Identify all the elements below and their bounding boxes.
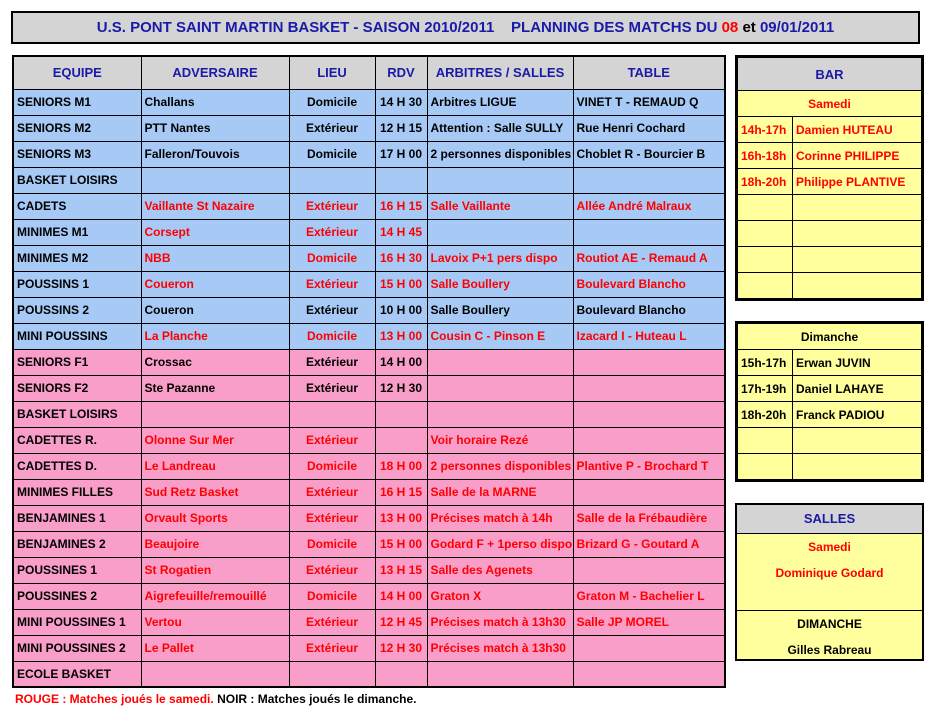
cell-arbitres: Précises match à 13h30 xyxy=(427,635,573,661)
cell-equipe: ECOLE BASKET xyxy=(13,661,141,687)
cell-lieu: Domicile xyxy=(289,583,375,609)
cell-lieu xyxy=(289,661,375,687)
bar-slot-name xyxy=(793,221,922,247)
table-row xyxy=(13,245,725,271)
cell-arbitres xyxy=(427,661,573,687)
table-row xyxy=(13,219,725,245)
cell-table: Allée André Malraux xyxy=(573,193,725,219)
cell-lieu: Extérieur xyxy=(289,297,375,323)
cell-arbitres: Salle de la MARNE xyxy=(427,479,573,505)
legend xyxy=(15,692,416,706)
cell-adversaire: Aigrefeuille/remouillé xyxy=(141,583,289,609)
bar-samedi-slot xyxy=(738,247,922,273)
table-row xyxy=(13,609,725,635)
cell-arbitres: Attention : Salle SULLY xyxy=(427,115,573,141)
cell-table xyxy=(573,557,725,583)
cell-adversaire xyxy=(141,401,289,427)
schedule-body xyxy=(13,89,725,687)
table-row xyxy=(13,531,725,557)
cell-table xyxy=(573,479,725,505)
cell-adversaire: La Planche xyxy=(141,323,289,349)
bar-slot-name: Corinne PHILIPPE xyxy=(793,143,922,169)
cell-table: Plantive P - Brochard T xyxy=(573,453,725,479)
cell-adversaire xyxy=(141,661,289,687)
cell-equipe: BASKET LOISIRS xyxy=(13,167,141,193)
cell-equipe: SENIORS M2 xyxy=(13,115,141,141)
salles-samedi-name: Dominique Godard xyxy=(775,566,884,580)
table-row xyxy=(13,141,725,167)
table-row xyxy=(13,453,725,479)
cell-table xyxy=(573,401,725,427)
cell-rdv: 17 H 00 xyxy=(375,141,427,167)
bar-header: BAR xyxy=(738,58,922,91)
legend-black: NOIR : Matches joués le dimanche. xyxy=(213,692,417,706)
cell-arbitres: Précises match à 14h xyxy=(427,505,573,531)
bar-slot-time: 17h-19h xyxy=(738,376,793,402)
cell-equipe: POUSSINS 1 xyxy=(13,271,141,297)
cell-arbitres: Salle Boullery xyxy=(427,271,573,297)
table-row xyxy=(13,401,725,427)
bar-slot-time: 18h-20h xyxy=(738,169,793,195)
cell-lieu: Domicile xyxy=(289,531,375,557)
cell-table: Salle de la Frébaudière xyxy=(573,505,725,531)
cell-lieu: Extérieur xyxy=(289,427,375,453)
bar-samedi-slot xyxy=(738,117,922,143)
table-row xyxy=(13,505,725,531)
cell-rdv: 16 H 15 xyxy=(375,193,427,219)
cell-lieu: Domicile xyxy=(289,323,375,349)
cell-adversaire: Falleron/Touvois xyxy=(141,141,289,167)
table-row xyxy=(13,271,725,297)
table-row xyxy=(13,167,725,193)
cell-equipe: MINIMES FILLES xyxy=(13,479,141,505)
cell-adversaire: Le Landreau xyxy=(141,453,289,479)
page-title xyxy=(11,11,920,44)
cell-adversaire: St Rogatien xyxy=(141,557,289,583)
header-rdv: RDV xyxy=(375,56,427,89)
bar-slot-name: Philippe PLANTIVE xyxy=(793,169,922,195)
cell-rdv xyxy=(375,167,427,193)
table-row xyxy=(13,349,725,375)
cell-rdv: 12 H 30 xyxy=(375,635,427,661)
cell-lieu: Extérieur xyxy=(289,635,375,661)
table-row xyxy=(13,661,725,687)
cell-lieu: Extérieur xyxy=(289,193,375,219)
cell-equipe: BENJAMINES 1 xyxy=(13,505,141,531)
cell-rdv: 14 H 00 xyxy=(375,583,427,609)
table-header-row xyxy=(13,56,725,89)
cell-adversaire: Coueron xyxy=(141,271,289,297)
cell-lieu: Extérieur xyxy=(289,505,375,531)
cell-arbitres: Cousin C - Pinson E xyxy=(427,323,573,349)
cell-rdv: 15 H 00 xyxy=(375,271,427,297)
cell-rdv: 16 H 15 xyxy=(375,479,427,505)
cell-rdv: 14 H 30 xyxy=(375,89,427,115)
bar-slot-time: 14h-17h xyxy=(738,117,793,143)
bar-samedi-panel xyxy=(735,55,924,301)
salles-dimanche-label: DIMANCHE xyxy=(797,617,862,631)
cell-arbitres: Graton X xyxy=(427,583,573,609)
cell-table xyxy=(573,661,725,687)
salles-panel xyxy=(735,503,924,661)
salles-header: SALLES xyxy=(737,505,922,534)
table-row xyxy=(13,115,725,141)
cell-table xyxy=(573,167,725,193)
cell-arbitres: Voir horaire Rezé xyxy=(427,427,573,453)
cell-equipe: SENIORS M3 xyxy=(13,141,141,167)
cell-adversaire: Le Pallet xyxy=(141,635,289,661)
cell-lieu xyxy=(289,401,375,427)
cell-rdv: 15 H 00 xyxy=(375,531,427,557)
cell-equipe: CADETTES D. xyxy=(13,453,141,479)
cell-lieu: Domicile xyxy=(289,245,375,271)
cell-adversaire: Vaillante St Nazaire xyxy=(141,193,289,219)
bar-slot-time xyxy=(738,428,793,454)
cell-rdv xyxy=(375,401,427,427)
title-day-red: 08 xyxy=(721,19,739,36)
cell-equipe: MINI POUSSINES 2 xyxy=(13,635,141,661)
salles-samedi-label: Samedi xyxy=(808,540,851,554)
cell-table xyxy=(573,427,725,453)
cell-lieu: Domicile xyxy=(289,453,375,479)
bar-slot-name: Daniel LAHAYE xyxy=(793,376,922,402)
cell-arbitres xyxy=(427,167,573,193)
header-equipe: EQUIPE xyxy=(13,56,141,89)
cell-table: Salle JP MOREL xyxy=(573,609,725,635)
cell-equipe: SENIORS M1 xyxy=(13,89,141,115)
cell-arbitres: Arbitres LIGUE xyxy=(427,89,573,115)
cell-equipe: MINI POUSSINS xyxy=(13,323,141,349)
cell-adversaire: Olonne Sur Mer xyxy=(141,427,289,453)
header-arbitres-salles: ARBITRES / SALLES xyxy=(427,56,573,89)
cell-rdv xyxy=(375,427,427,453)
cell-lieu: Domicile xyxy=(289,89,375,115)
cell-lieu: Extérieur xyxy=(289,271,375,297)
cell-equipe: SENIORS F2 xyxy=(13,375,141,401)
cell-equipe: POUSSINS 2 xyxy=(13,297,141,323)
cell-lieu xyxy=(289,167,375,193)
bar-samedi-slot xyxy=(738,221,922,247)
cell-adversaire: Ste Pazanne xyxy=(141,375,289,401)
bar-slot-name: Damien HUTEAU xyxy=(793,117,922,143)
bar-slot-time: 15h-17h xyxy=(738,350,793,376)
salles-dimanche-name: Gilles Rabreau xyxy=(787,643,872,657)
bar-dimanche-panel xyxy=(735,321,924,482)
cell-equipe: CADETS xyxy=(13,193,141,219)
cell-equipe: SENIORS F1 xyxy=(13,349,141,375)
cell-adversaire: Crossac xyxy=(141,349,289,375)
bar-slot-name: Erwan JUVIN xyxy=(793,350,922,376)
cell-rdv: 13 H 00 xyxy=(375,505,427,531)
salles-samedi-block xyxy=(737,534,922,611)
bar-slot-time: 18h-20h xyxy=(738,402,793,428)
bar-samedi-slot xyxy=(738,273,922,299)
bar-slot-time xyxy=(738,247,793,273)
cell-adversaire: NBB xyxy=(141,245,289,271)
cell-arbitres xyxy=(427,375,573,401)
header-table: TABLE xyxy=(573,56,725,89)
bar-slot-name: Franck PADIOU xyxy=(793,402,922,428)
cell-rdv: 12 H 45 xyxy=(375,609,427,635)
cell-rdv: 12 H 15 xyxy=(375,115,427,141)
bar-slot-name xyxy=(793,273,922,299)
legend-red: ROUGE : Matches joués le samedi. xyxy=(15,692,214,706)
bar-samedi-label: Samedi xyxy=(738,91,922,117)
cell-lieu: Extérieur xyxy=(289,219,375,245)
cell-rdv: 14 H 45 xyxy=(375,219,427,245)
cell-rdv: 13 H 15 xyxy=(375,557,427,583)
cell-arbitres: Lavoix P+1 pers dispo xyxy=(427,245,573,271)
cell-table: Rue Henri Cochard xyxy=(573,115,725,141)
table-row xyxy=(13,557,725,583)
header-lieu: LIEU xyxy=(289,56,375,89)
cell-adversaire xyxy=(141,167,289,193)
cell-table xyxy=(573,349,725,375)
header-adversaire: ADVERSAIRE xyxy=(141,56,289,89)
bar-slot-time xyxy=(738,195,793,221)
bar-slot-name xyxy=(793,195,922,221)
cell-table xyxy=(573,219,725,245)
bar-samedi-slot xyxy=(738,143,922,169)
cell-equipe: BASKET LOISIRS xyxy=(13,401,141,427)
cell-table: Boulevard Blancho xyxy=(573,271,725,297)
bar-slot-name xyxy=(793,454,922,480)
cell-lieu: Extérieur xyxy=(289,115,375,141)
salles-dimanche-block xyxy=(737,611,922,663)
cell-rdv: 13 H 00 xyxy=(375,323,427,349)
cell-table: Izacard I - Huteau L xyxy=(573,323,725,349)
cell-arbitres: Salle des Agenets xyxy=(427,557,573,583)
cell-table: Choblet R - Bourcier B xyxy=(573,141,725,167)
bar-dimanche-label: Dimanche xyxy=(738,324,922,350)
cell-arbitres: Godard F + 1perso dispo xyxy=(427,531,573,557)
cell-arbitres xyxy=(427,401,573,427)
table-row xyxy=(13,323,725,349)
bar-samedi-slot xyxy=(738,195,922,221)
cell-arbitres: Salle Boullery xyxy=(427,297,573,323)
cell-equipe: MINI POUSSINES 1 xyxy=(13,609,141,635)
cell-rdv: 18 H 00 xyxy=(375,453,427,479)
cell-equipe: MINIMES M2 xyxy=(13,245,141,271)
cell-adversaire: Beaujoire xyxy=(141,531,289,557)
cell-arbitres: 2 personnes disponibles xyxy=(427,141,573,167)
cell-adversaire: Vertou xyxy=(141,609,289,635)
table-row xyxy=(13,635,725,661)
bar-dimanche-slot xyxy=(738,402,922,428)
cell-adversaire: Corsept xyxy=(141,219,289,245)
bar-slot-time xyxy=(738,221,793,247)
cell-lieu: Extérieur xyxy=(289,479,375,505)
table-row xyxy=(13,193,725,219)
table-row xyxy=(13,89,725,115)
title-prefix: U.S. PONT SAINT MARTIN BASKET - SAISON 2010/2011 PLANNING DES MATCHS DU xyxy=(96,19,722,36)
cell-lieu: Extérieur xyxy=(289,375,375,401)
bar-samedi-slot xyxy=(738,169,922,195)
cell-arbitres xyxy=(427,219,573,245)
cell-arbitres: 2 personnes disponibles xyxy=(427,453,573,479)
cell-table: Brizard G - Goutard A xyxy=(573,531,725,557)
bar-slot-name xyxy=(793,428,922,454)
table-row xyxy=(13,297,725,323)
bar-slot-name xyxy=(793,247,922,273)
bar-slot-time xyxy=(738,454,793,480)
cell-lieu: Extérieur xyxy=(289,349,375,375)
cell-arbitres: Précises match à 13h30 xyxy=(427,609,573,635)
bar-dimanche-slot xyxy=(738,454,922,480)
cell-lieu: Domicile xyxy=(289,141,375,167)
bar-slot-time xyxy=(738,273,793,299)
cell-equipe: POUSSINES 2 xyxy=(13,583,141,609)
bar-dimanche-slot xyxy=(738,376,922,402)
cell-rdv xyxy=(375,661,427,687)
cell-table: Routiot AE - Remaud A xyxy=(573,245,725,271)
cell-rdv: 10 H 00 xyxy=(375,297,427,323)
title-connector: et xyxy=(738,19,760,36)
cell-table: Boulevard Blancho xyxy=(573,297,725,323)
cell-adversaire: Coueron xyxy=(141,297,289,323)
cell-rdv: 14 H 00 xyxy=(375,349,427,375)
cell-lieu: Extérieur xyxy=(289,609,375,635)
cell-table xyxy=(573,635,725,661)
cell-arbitres: Salle Vaillante xyxy=(427,193,573,219)
cell-rdv: 16 H 30 xyxy=(375,245,427,271)
cell-table: VINET T - REMAUD Q xyxy=(573,89,725,115)
title-date: 09/01/2011 xyxy=(759,19,835,36)
table-row xyxy=(13,583,725,609)
bar-slot-time: 16h-18h xyxy=(738,143,793,169)
bar-dimanche-slot xyxy=(738,350,922,376)
cell-arbitres xyxy=(427,349,573,375)
cell-adversaire: Orvault Sports xyxy=(141,505,289,531)
cell-adversaire: PTT Nantes xyxy=(141,115,289,141)
cell-equipe: POUSSINES 1 xyxy=(13,557,141,583)
cell-lieu: Extérieur xyxy=(289,557,375,583)
cell-table: Graton M - Bachelier L xyxy=(573,583,725,609)
table-row xyxy=(13,427,725,453)
table-row xyxy=(13,375,725,401)
bar-dimanche-slot xyxy=(738,428,922,454)
cell-adversaire: Sud Retz Basket xyxy=(141,479,289,505)
cell-equipe: CADETTES R. xyxy=(13,427,141,453)
cell-equipe: BENJAMINES 2 xyxy=(13,531,141,557)
cell-table xyxy=(573,375,725,401)
cell-adversaire: Challans xyxy=(141,89,289,115)
table-row xyxy=(13,479,725,505)
match-schedule-table xyxy=(12,55,726,688)
cell-equipe: MINIMES M1 xyxy=(13,219,141,245)
cell-rdv: 12 H 30 xyxy=(375,375,427,401)
